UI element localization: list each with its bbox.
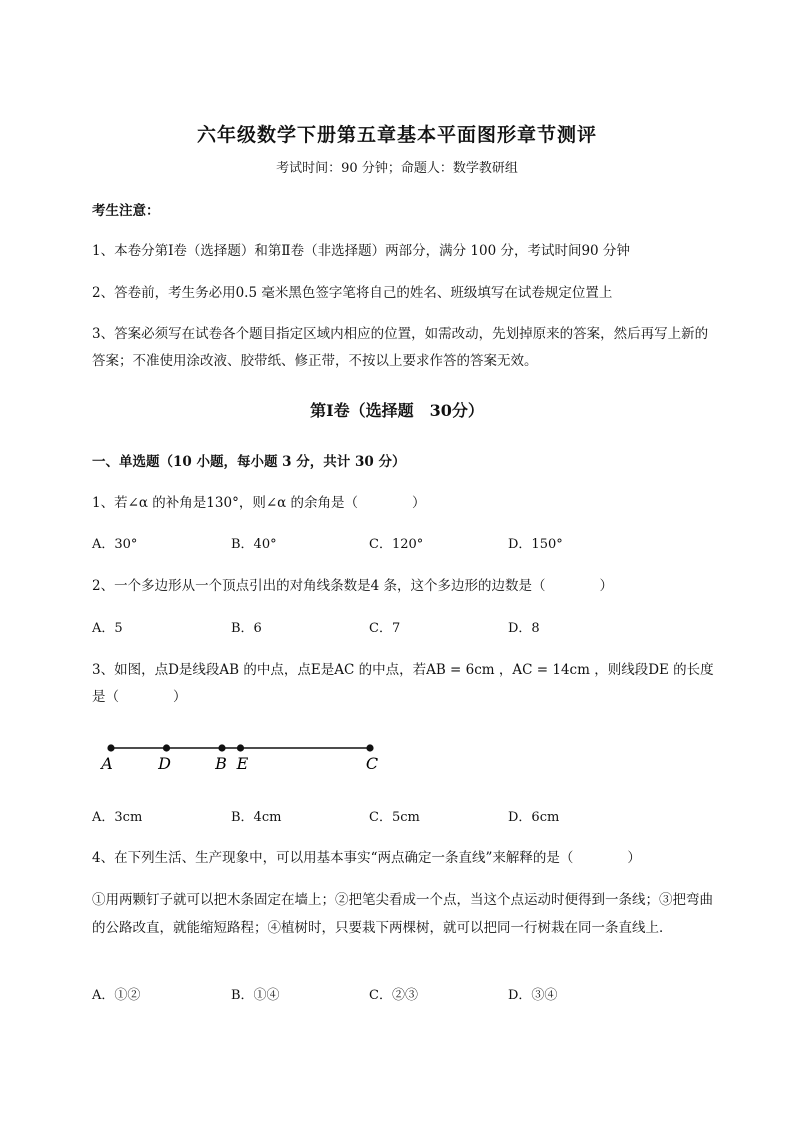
- question-1-stem: 1、若∠α 的补角是130°，则∠α 的余角是（ ）: [92, 495, 426, 511]
- point-c-label: C: [365, 754, 379, 773]
- point-d-dot: [163, 744, 170, 751]
- point-a-label: A: [101, 754, 113, 773]
- notice-item-2: 2、答卷前，考生务必用0.5 毫米黑色签字笔将自己的姓名、班级填写在试卷规定位置上: [92, 285, 613, 301]
- segment-diagram: [92, 735, 392, 780]
- q4-option-c[interactable]: C．②③: [369, 988, 418, 1003]
- q1-option-c[interactable]: C．120°: [369, 537, 424, 552]
- point-b-dot: [218, 744, 225, 751]
- q4-option-a[interactable]: A．①②: [92, 988, 141, 1003]
- notice-item-1: 1、本卷分第Ⅰ卷（选择题）和第Ⅱ卷（非选择题）两部分，满分 100 分，考试时间90 分钟: [92, 243, 630, 259]
- q3-option-b[interactable]: B．4cm: [231, 810, 282, 825]
- question-3-stem: 3、如图，点D是线段AB 的中点，点E是AC 的中点，若AB = 6cm ，AC = 14cm ，则线段DE 的长度是（ ）: [92, 662, 714, 705]
- point-d-label: D: [158, 754, 171, 773]
- question-4-detail: ①用两颗钉子就可以把木条固定在墙上；②把笔尖看成一个点，当这个点运动时便得到一条线；③把弯曲的公路改直，就能缩短路程；④植树时，只要栽下两棵树，就可以把同一行树栽在同一条直线上．: [92, 892, 713, 936]
- question-4-stem: 4、在下列生活、生产现象中，可以用基本事实“两点确定一条直线”来解释的是（ ）: [92, 850, 641, 866]
- point-a-dot: [107, 744, 114, 751]
- question-2-stem: 2、一个多边形从一个顶点引出的对角线条数是4 条，这个多边形的边数是（ ）: [92, 578, 613, 594]
- point-b-label: B: [215, 754, 227, 773]
- point-c-dot: [366, 744, 373, 751]
- point-e-dot: [237, 744, 244, 751]
- q1-option-d[interactable]: D．150°: [508, 537, 563, 552]
- q1-option-a[interactable]: A．30°: [92, 537, 138, 552]
- section-title: 第Ⅰ卷（选择题 30分）: [310, 401, 484, 420]
- q2-option-c[interactable]: C．7: [369, 621, 401, 636]
- notice-heading: 考生注意：: [92, 203, 160, 219]
- q2-option-a[interactable]: A．5: [92, 621, 123, 636]
- q3-option-a[interactable]: A．3cm: [92, 810, 143, 825]
- q4-option-d[interactable]: D．③④: [508, 988, 558, 1003]
- q3-option-c[interactable]: C．5cm: [369, 810, 420, 825]
- q1-option-b[interactable]: B．40°: [231, 537, 277, 552]
- q2-option-d[interactable]: D．8: [508, 621, 540, 636]
- q3-option-d[interactable]: D．6cm: [508, 810, 560, 825]
- exam-title: 六年级数学下册第五章基本平面图形章节测评: [196, 124, 597, 146]
- q2-option-b[interactable]: B．6: [231, 621, 262, 636]
- part-heading: 一、单选题（10 小题，每小题 3 分，共计 30 分）: [92, 454, 406, 470]
- exam-subtitle: 考试时间：90 分钟；命题人：数学教研组: [276, 161, 518, 176]
- notice-item-3: 3、答案必须写在试卷各个题目指定区域内相应的位置，如需改动，先划掉原来的答案，然后再写上新的答案；不准使用涂改液、胶带纸、修正带，不按以上要求作答的答案无效。: [92, 326, 709, 369]
- point-e-label: E: [236, 754, 249, 773]
- q4-option-b[interactable]: B．①④: [231, 988, 280, 1003]
